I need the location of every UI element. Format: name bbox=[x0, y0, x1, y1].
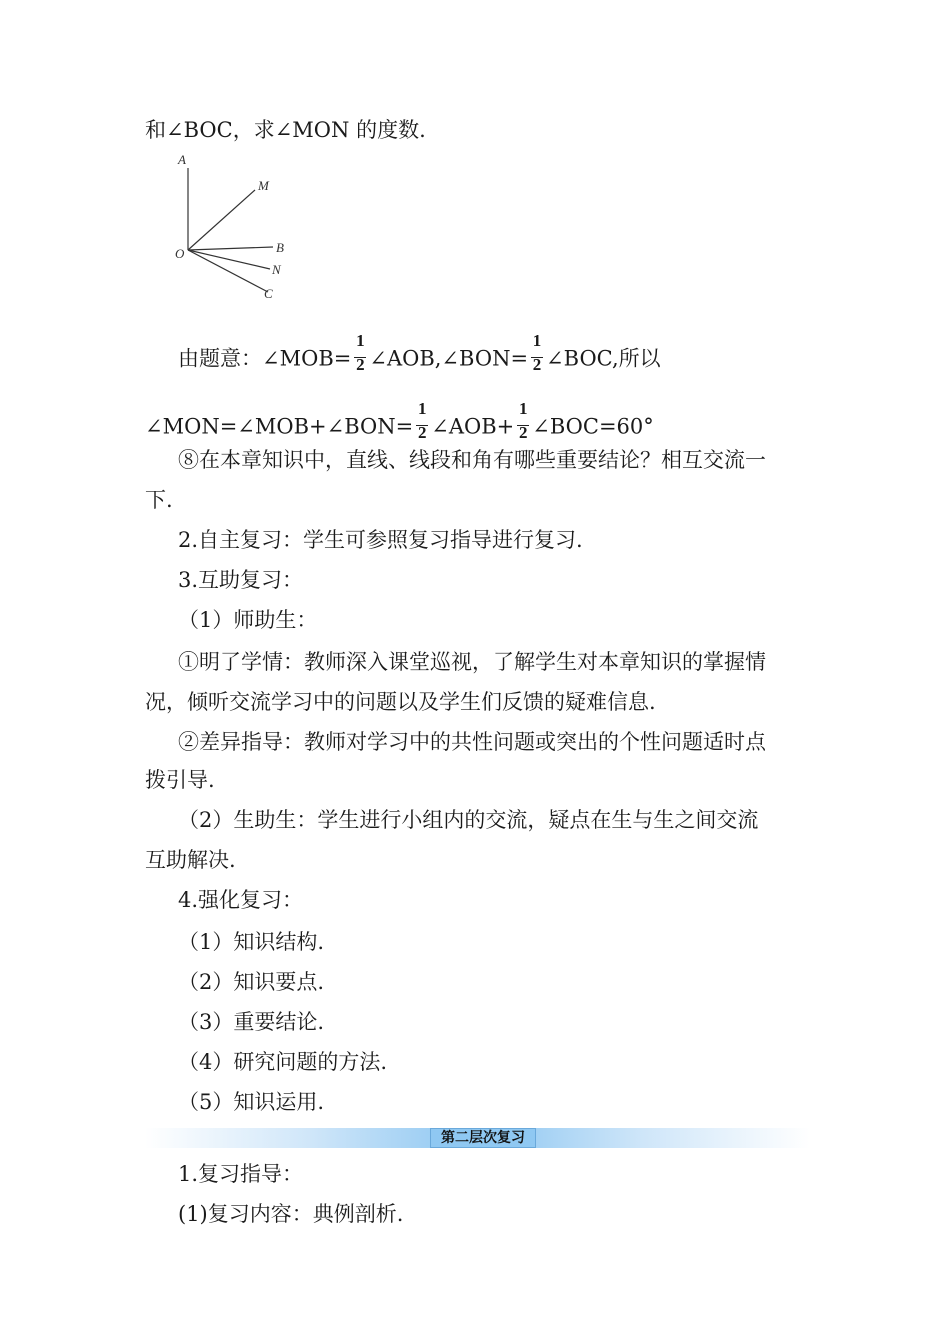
ray-OC bbox=[188, 250, 268, 292]
paragraph-line: 4.强化复习： bbox=[178, 888, 304, 912]
paragraph-line: （5）知识运用. bbox=[178, 1090, 325, 1114]
label-A: A bbox=[178, 152, 186, 167]
solution-text: ∠AOB+ bbox=[431, 414, 515, 439]
section-banner-label: 第二层次复习 bbox=[430, 1128, 536, 1148]
paragraph-line: ⑧在本章知识中，直线、线段和角有哪些重要结论？相互交流一 bbox=[178, 448, 766, 472]
problem-line: 和∠BOC，求∠MON 的度数. bbox=[145, 118, 426, 142]
paragraph-line: (1)复习内容：典例剖析. bbox=[178, 1202, 404, 1226]
fraction-denominator: 2 bbox=[532, 355, 542, 374]
fraction-numerator: 1 bbox=[519, 399, 528, 418]
solution-text: ∠BOC=60° bbox=[532, 414, 654, 439]
paragraph-line: ②差异指导：教师对学习中的共性问题或突出的个性问题适时点 bbox=[178, 730, 766, 754]
paragraph-line: 下. bbox=[145, 488, 173, 512]
fraction-denominator: 2 bbox=[417, 423, 427, 442]
fraction-numerator: 1 bbox=[532, 331, 542, 350]
fraction-half bbox=[530, 331, 544, 382]
section-banner bbox=[145, 1128, 810, 1148]
paragraph-line: 拨引导. bbox=[145, 768, 215, 792]
paragraph-line: （2）知识要点. bbox=[178, 970, 325, 994]
paragraph-line: （1）知识结构. bbox=[178, 930, 325, 954]
label-B: B bbox=[276, 240, 284, 255]
fraction-numerator: 1 bbox=[417, 399, 427, 418]
paragraph-line: 3.互助复习： bbox=[178, 568, 304, 592]
ray-OB bbox=[188, 247, 273, 250]
paragraph-line: （3）重要结论. bbox=[178, 1010, 325, 1034]
fraction-half bbox=[353, 331, 367, 382]
solution-text: ∠MON=∠MOB+∠BON= bbox=[145, 414, 414, 439]
paragraph-line: 1.复习指导： bbox=[178, 1162, 304, 1186]
paragraph-line: 况，倾听交流学习中的问题以及学生们反馈的疑难信息. bbox=[145, 690, 656, 714]
ray-ON bbox=[188, 250, 270, 269]
label-M: M bbox=[258, 178, 269, 193]
solution-text: ∠BOC,所以 bbox=[546, 346, 661, 371]
solution-text: ∠AOB,∠BON= bbox=[369, 346, 529, 371]
solution-line-1 bbox=[178, 331, 661, 382]
solution-line-2 bbox=[145, 399, 654, 450]
angle-figure bbox=[170, 150, 300, 302]
paragraph-line: （4）研究问题的方法. bbox=[178, 1050, 388, 1074]
paragraph-line: （2）生助生：学生进行小组内的交流，疑点在生与生之间交流 bbox=[178, 808, 759, 832]
paragraph-line: 2.自主复习：学生可参照复习指导进行复习. bbox=[178, 528, 583, 552]
solution-text: 由题意：∠MOB= bbox=[178, 346, 352, 371]
ray-OM bbox=[188, 190, 255, 250]
fraction-half bbox=[516, 399, 530, 450]
fraction-denominator: 2 bbox=[356, 355, 365, 374]
paragraph-line: 互助解决. bbox=[145, 848, 236, 872]
label-O: O bbox=[175, 246, 185, 261]
paragraph-line: （1）师助生： bbox=[178, 608, 318, 632]
label-N: N bbox=[272, 262, 281, 277]
label-C: C bbox=[264, 286, 273, 301]
fraction-half bbox=[415, 399, 429, 450]
paragraph-line: ①明了学情：教师深入课堂巡视，了解学生对本章知识的掌握情 bbox=[178, 650, 766, 674]
fraction-numerator: 1 bbox=[356, 331, 365, 350]
fraction-denominator: 2 bbox=[519, 423, 528, 442]
